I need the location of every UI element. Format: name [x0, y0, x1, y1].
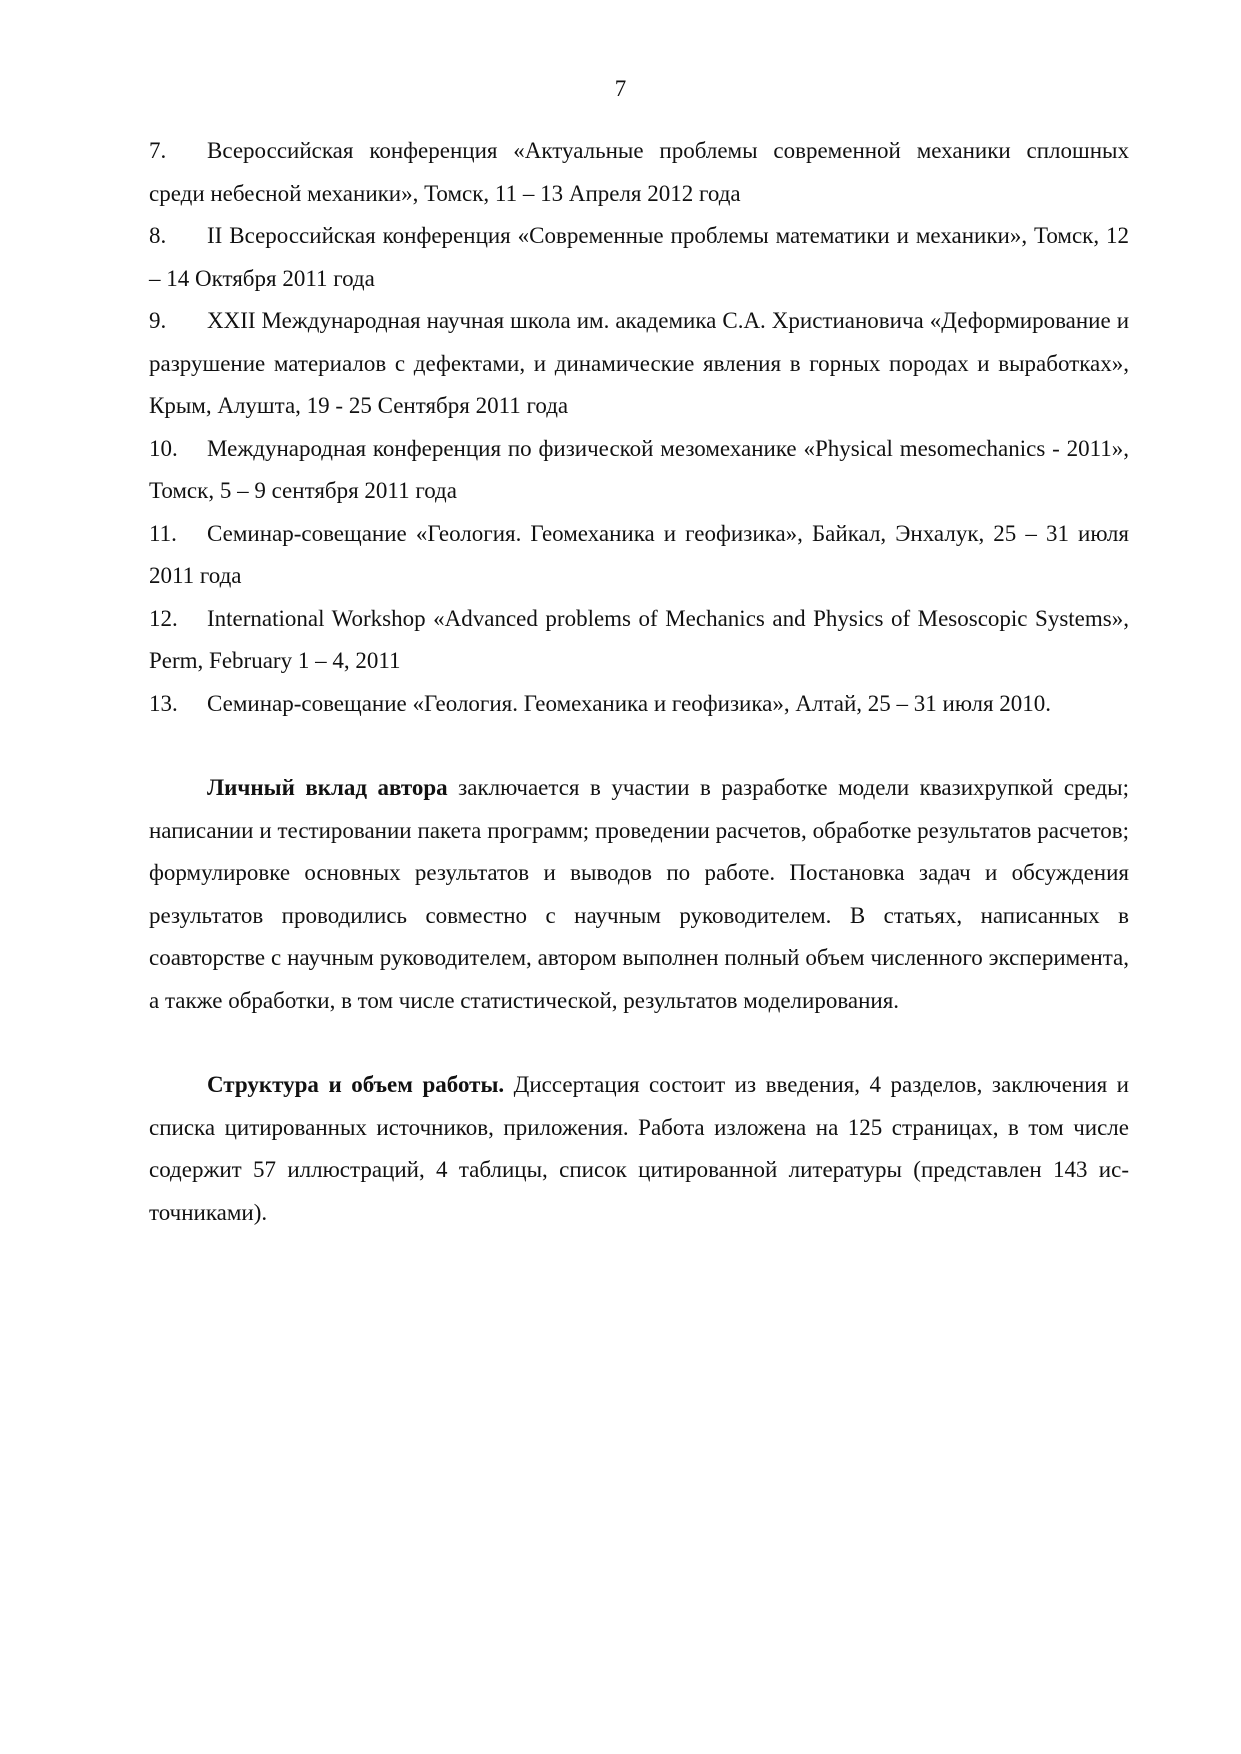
list-item-number: 13.	[149, 690, 178, 716]
list-item-number: 11.	[149, 520, 177, 546]
structure-text: Диссертация состоит из введения, 4 разделов, заключения и списка цитированных источников, приложения. Работа изложена на 125 страницах, в том числе содержит 57 иллюстраций, 4 таблицы, список цитированной литературы (представлен 143 источниками).	[149, 1072, 1129, 1225]
list-item-text: Семинар-совещание «Геология. Геомеханика и геофизика», Байкал, Энхалук, 25 – 31 июля 2011 года	[149, 520, 1129, 588]
list-item-text: Международная конференция по физической мезомеханике «Physical mesomechanics - 2011», Томск, 5 – 9 сентября 2011 года	[149, 435, 1129, 503]
list-item-text: II Всероссийская конференция «Современные проблемы математики и механики», Томск, 12 – 14 Октября 2011 года	[149, 223, 1129, 291]
list-item-number: 9.	[149, 308, 167, 333]
structure-paragraph	[149, 1064, 1129, 1234]
list-item-number: 8.	[149, 223, 167, 248]
list-item-number: 10.	[149, 435, 178, 461]
list-item-text: Семинар-совещание «Геология. Геомеханика и геофизика», Алтай, 25 – 31 июля 2010.	[207, 690, 1052, 716]
conference-list	[149, 130, 1129, 725]
list-item	[149, 598, 1129, 683]
list-item-text: XXII Международная научная школа им. академика С.А. Христиановича «Деформирование и разрушение материалов с дефектами, и динамические явления в горных породах и выработках», Крым, Алушта, 19 - 25 Сентября 2011 года	[149, 308, 1129, 418]
list-item-number: 12.	[149, 605, 178, 631]
list-item	[149, 300, 1129, 428]
list-item	[149, 428, 1129, 513]
author-contribution-text: заключается в участии в разработке модели квазихрупкой среды; написании и тестировании пакета программ; проведении расчетов, обработке результатов расчетов; формулировке основных результатов и выводов по работе. Постановка задач и обсуждения результатов проводились совместно с научным руководителем. В статьях, написанных в соавторстве с научным руководителем, автором выполнен полный объем численного эксперимента, а также обработки, в том числе статистической, результатов моделирования.	[149, 775, 1129, 1013]
list-item	[149, 215, 1129, 300]
list-item-text: Всероссийская конференция «Актуальные проблемы современной механики сплошных среди небесной механики», Томск, 11 – 13 Апреля 2012 года	[149, 138, 1129, 206]
list-item	[149, 683, 1129, 726]
page-number: 7	[614, 76, 627, 101]
list-item	[149, 513, 1129, 598]
structure-heading: Структура и объем работы.	[207, 1072, 505, 1097]
author-contribution-paragraph	[149, 767, 1129, 1022]
author-contribution-heading: Личный вклад автора	[207, 775, 448, 800]
list-item	[149, 130, 1129, 215]
list-item-text: International Workshop «Advanced problems of Mechanics and Physics of Mesoscopic Systems», Perm, February 1 – 4, 2011	[149, 605, 1129, 673]
list-item-number: 7.	[149, 138, 167, 163]
page-content	[149, 130, 1129, 1234]
